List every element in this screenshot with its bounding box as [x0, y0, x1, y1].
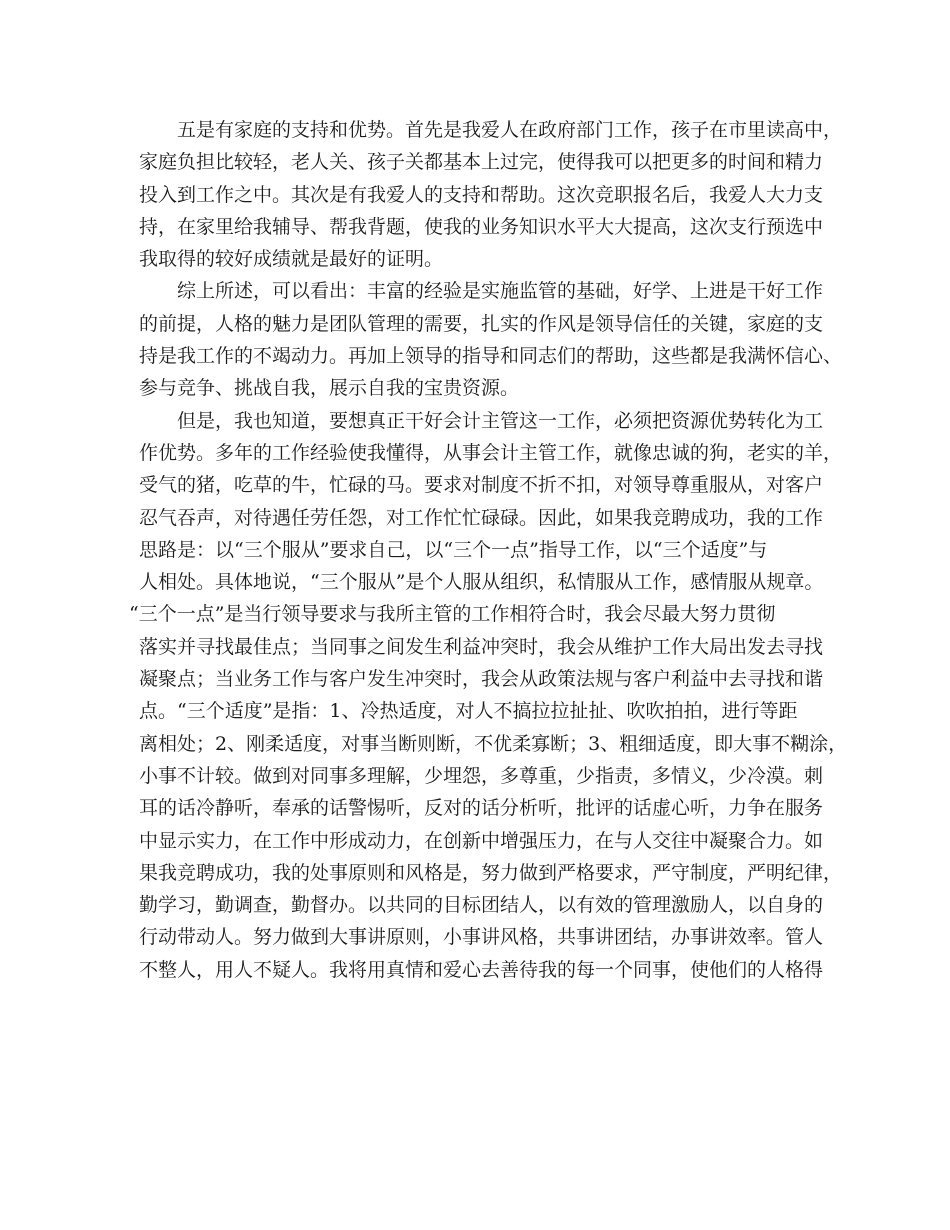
text-line: 耳的话冷静听，奉承的话警惕听，反对的话分析听，批评的话虚心听，力争在服务: [139, 797, 824, 820]
text-line: 果我竞聘成功，我的处事原则和风格是，努力做到严格要求，严守制度，严明纪律，: [139, 861, 843, 884]
text-line: 勤学习，勤调查，勤督办。以共同的目标团结人，以有效的管理激励人，以自身的: [139, 894, 824, 917]
text-line: 凝聚点；当业务工作与客户发生冲突时，我会从政策法规与客户利益中去寻找和谐: [139, 668, 824, 691]
text-line: 点。“三个适度”是指：1、冷热适度，对人不搞拉拉扯扯、吹吹拍拍，进行等距: [139, 700, 798, 723]
text-line: 离相处；2、刚柔适度，对事当断则断，不优柔寡断；3、粗细适度，即大事不糊涂，: [139, 732, 848, 755]
text-line: 综上所述，可以看出：丰富的经验是实施监管的基础，好学、上进是干好工作: [177, 280, 824, 303]
text-line: 受气的猪，吃草的牛，忙碌的马。要求对制度不折不扣，对领导尊重服从，对客户: [139, 474, 824, 497]
text-line: 落实并寻找最佳点；当同事之间发生利益冲突时，我会从维护工作大局出发去寻找: [139, 635, 824, 658]
text-line: 思路是：以“三个服从”要求自己，以“三个一点”指导工作，以“三个适度”与: [139, 538, 768, 561]
text-line: 中显示实力，在工作中形成动力，在创新中增强压力，在与人交往中凝聚合力。如: [139, 829, 824, 852]
text-line: 但是，我也知道，要想真正干好会计主管这一工作，必须把资源优势转化为工: [177, 409, 824, 432]
paragraph-summary: [139, 275, 843, 404]
text-line: 行动带动人。努力做到大事讲原则，小事讲风格，共事讲团结，办事讲效率。管人: [139, 926, 824, 949]
text-line: 家庭负担比较轻，老人关、孩子关都基本上过完，使得我可以把更多的时间和精力: [139, 151, 824, 174]
text-line: 我取得的较好成绩就是最好的证明。: [139, 248, 444, 271]
document-body: [129, 114, 848, 986]
text-line: 投入到工作之中。其次是有我爱人的支持和帮助。这次竞职报名后，我爱人大力支: [139, 183, 824, 206]
text-line: 小事不计较。做到对同事多理解，少埋怨，多尊重，少指责，多情义，少冷漠。刺: [139, 764, 824, 787]
paragraph-work-plan: [129, 405, 848, 986]
text-line: 五是有家庭的支持和优势。首先是我爱人在政府部门工作，孩子在市里读高中，: [177, 119, 843, 141]
text-line: “三个一点”是当行领导要求与我所主管的工作相符合时，我会尽最大努力贯彻: [129, 603, 776, 626]
text-line: 忍气吞声，对待遇任劳任怨，对工作忙忙碌碌。因此，如果我竞聘成功，我的工作: [139, 506, 824, 529]
text-line: 作优势。多年的工作经验使我懂得，从事会计主管工作，就像忠诚的狗，老实的羊，: [139, 441, 843, 464]
paragraph-family-support: [139, 114, 843, 275]
text-line: 参与竞争、挑战自我，展示自我的宝贵资源。: [139, 377, 520, 400]
text-line: 人相处。具体地说，“三个服从”是个人服从组织，私情服从工作，感情服从规章。: [139, 571, 824, 594]
text-line: 的前提，人格的魅力是团队管理的需要，扎实的作风是领导信任的关键，家庭的支: [139, 312, 824, 335]
text-line: 不整人，用人不疑人。我将用真情和爱心去善待我的每一个同事，使他们的人格得: [139, 958, 824, 981]
text-line: 持，在家里给我辅导、帮我背题，使我的业务知识水平大大提高，这次支行预选中: [139, 215, 824, 238]
text-line: 持是我工作的不竭动力。再加上领导的指导和同志们的帮助，这些都是我满怀信心、: [139, 345, 843, 368]
